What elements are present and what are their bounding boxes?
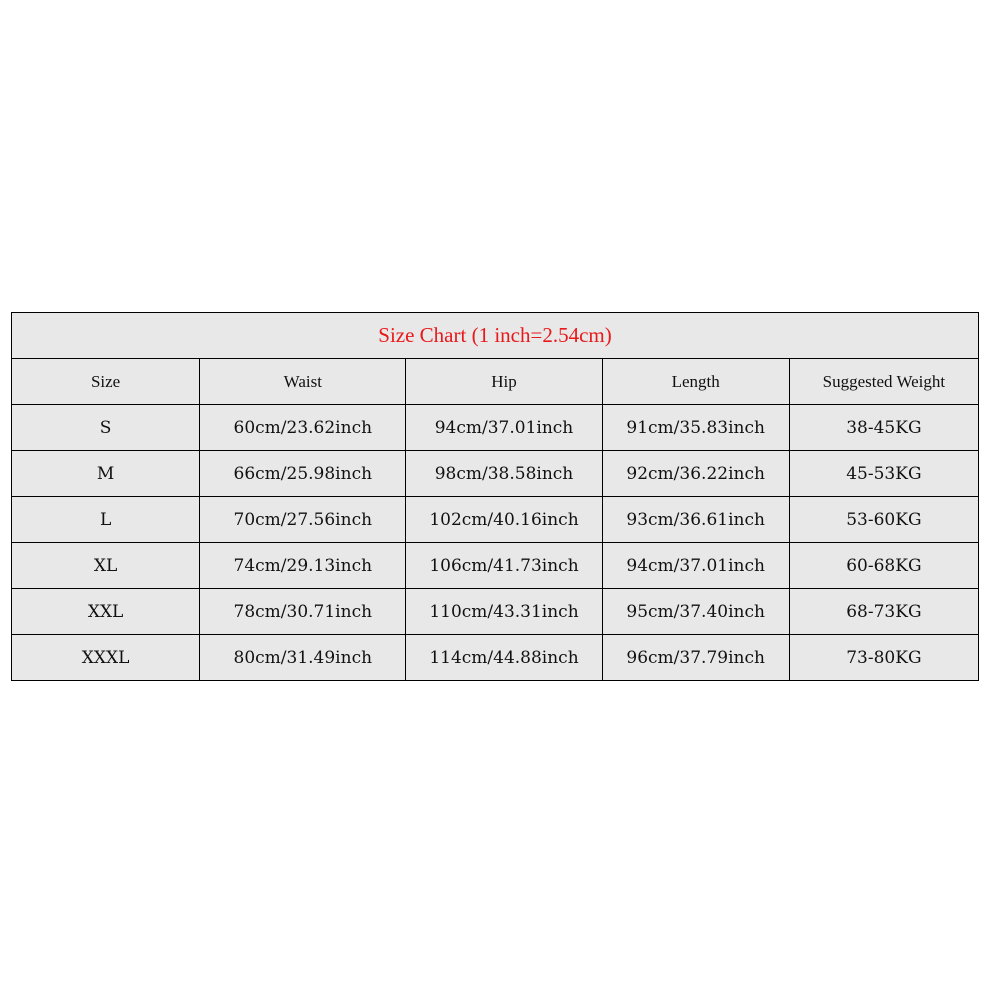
chart-title: Size Chart (1 inch=2.54cm): [12, 313, 979, 359]
table-row: [12, 451, 979, 497]
cell-size: S: [12, 405, 200, 451]
table-row: [12, 497, 979, 543]
title-row: [12, 313, 979, 359]
header-size: Size: [12, 359, 200, 405]
cell-waist: 70cm/27.56inch: [200, 497, 406, 543]
cell-length: 92cm/36.22inch: [602, 451, 789, 497]
cell-weight: 53-60KG: [789, 497, 978, 543]
table-row: [12, 589, 979, 635]
cell-weight: 45-53KG: [789, 451, 978, 497]
cell-size: L: [12, 497, 200, 543]
cell-size: XXL: [12, 589, 200, 635]
cell-weight: 38-45KG: [789, 405, 978, 451]
cell-hip: 94cm/37.01inch: [406, 405, 602, 451]
header-row: [12, 359, 979, 405]
cell-size: XXXL: [12, 635, 200, 681]
cell-waist: 74cm/29.13inch: [200, 543, 406, 589]
cell-weight: 68-73KG: [789, 589, 978, 635]
cell-length: 91cm/35.83inch: [602, 405, 789, 451]
cell-waist: 60cm/23.62inch: [200, 405, 406, 451]
cell-length: 96cm/37.79inch: [602, 635, 789, 681]
cell-size: XL: [12, 543, 200, 589]
cell-length: 93cm/36.61inch: [602, 497, 789, 543]
cell-waist: 66cm/25.98inch: [200, 451, 406, 497]
cell-hip: 106cm/41.73inch: [406, 543, 602, 589]
cell-waist: 80cm/31.49inch: [200, 635, 406, 681]
cell-waist: 78cm/30.71inch: [200, 589, 406, 635]
cell-hip: 98cm/38.58inch: [406, 451, 602, 497]
cell-weight: 60-68KG: [789, 543, 978, 589]
header-suggested-weight: Suggested Weight: [789, 359, 978, 405]
cell-hip: 110cm/43.31inch: [406, 589, 602, 635]
header-waist: Waist: [200, 359, 406, 405]
cell-hip: 102cm/40.16inch: [406, 497, 602, 543]
header-hip: Hip: [406, 359, 602, 405]
size-chart-table: [11, 312, 979, 681]
cell-weight: 73-80KG: [789, 635, 978, 681]
header-length: Length: [602, 359, 789, 405]
table-row: [12, 635, 979, 681]
cell-hip: 114cm/44.88inch: [406, 635, 602, 681]
cell-length: 94cm/37.01inch: [602, 543, 789, 589]
cell-length: 95cm/37.40inch: [602, 589, 789, 635]
table-row: [12, 405, 979, 451]
cell-size: M: [12, 451, 200, 497]
table-row: [12, 543, 979, 589]
